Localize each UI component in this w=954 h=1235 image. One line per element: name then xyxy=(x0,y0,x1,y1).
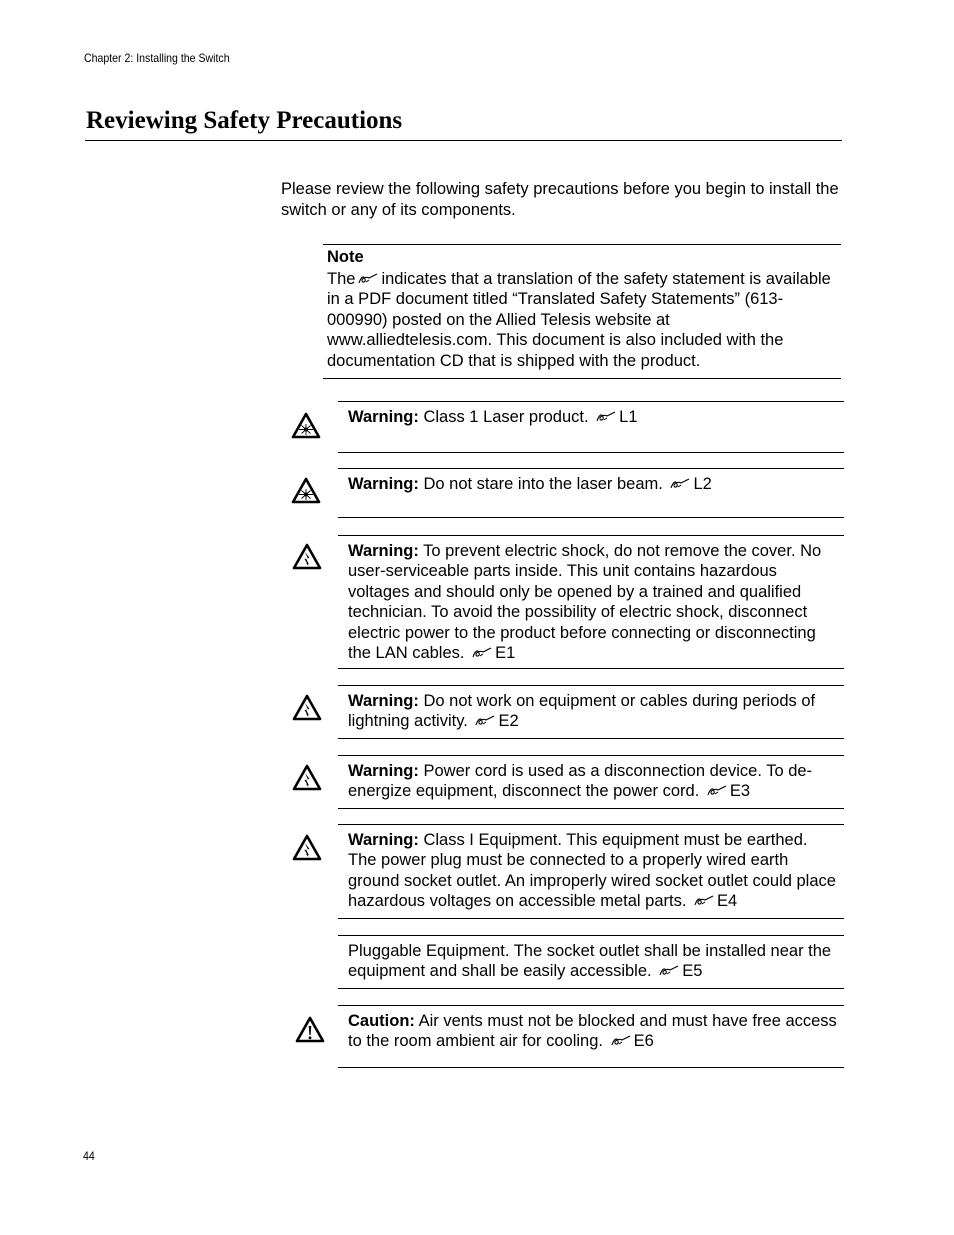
note-text-before: The xyxy=(327,270,356,288)
translated-statement-icon xyxy=(706,785,728,797)
warning-code: L1 xyxy=(619,408,638,426)
caution-box xyxy=(338,1005,844,1068)
warning-box xyxy=(338,824,844,919)
translated-statement-icon xyxy=(471,647,493,659)
electrical-hazard-icon xyxy=(292,694,322,722)
note-text-after: indicates that a translation of the safety statement is available in a PDF document titled “Translated Safety Statements” (613-000990) posted on the Allied Telesis website at www.alliedtelesis.com. This document is also included with the documentation CD that is shipped with the product. xyxy=(327,270,831,370)
translated-statement-icon xyxy=(474,715,496,727)
warning-text xyxy=(348,830,840,912)
electrical-hazard-icon xyxy=(292,543,322,571)
note-box xyxy=(323,244,841,379)
warning-body: Pluggable Equipment. The socket outlet shall be installed near the equipment and shall be easily accessible. xyxy=(348,942,832,981)
caution-body: Air vents must not be blocked and must have free access to the room ambient air for cooling. xyxy=(348,1012,837,1051)
title-rule xyxy=(85,140,842,141)
warning-lead: Warning: xyxy=(348,831,419,849)
warning-box xyxy=(338,685,844,739)
chapter-header: Chapter 2: Installing the Switch xyxy=(84,51,230,65)
caution-code: E6 xyxy=(633,1032,654,1051)
caution-lead: Caution: xyxy=(348,1012,415,1030)
warning-body: Class 1 Laser product. xyxy=(423,408,589,426)
warning-box xyxy=(338,935,844,989)
warning-lead: Warning: xyxy=(348,475,419,493)
page-number: 44 xyxy=(83,1149,95,1163)
warning-body: Do not work on equipment or cables during periods of lightning activity. xyxy=(348,692,816,731)
warning-body: Class I Equipment. This equipment must be earthed. The power plug must be connected to a properly wired earth ground socket outlet. An improperly wired socket outlet could place hazardous voltages on accessible metal parts. xyxy=(348,831,836,911)
warning-box xyxy=(338,755,844,809)
warning-body: Power cord is used as a disconnection device. To de-energize equipment, disconnect the power cord. xyxy=(348,762,813,801)
warning-code: E4 xyxy=(717,892,738,911)
warning-box xyxy=(338,468,844,518)
electrical-hazard-icon xyxy=(292,764,322,792)
warning-code: E2 xyxy=(498,712,519,731)
translated-statement-icon xyxy=(610,1035,632,1047)
warning-body: Do not stare into the laser beam. xyxy=(423,475,663,493)
translated-statement-icon xyxy=(595,411,617,423)
warning-lead: Warning: xyxy=(348,542,419,560)
warning-text xyxy=(348,407,840,427)
caution-icon xyxy=(295,1016,325,1044)
caution-text xyxy=(348,1011,840,1052)
laser-warning-icon xyxy=(291,412,321,440)
warning-body: To prevent electric shock, do not remove the cover. No user-serviceable parts inside. This unit contains hazardous voltages and should only be opened by a trained and qualified technician. To avoid the possibility of electric shock, disconnect electric power to the product before connecting or disconnecting the LAN cables. xyxy=(348,542,822,663)
warning-code: L2 xyxy=(693,475,712,493)
warning-code: E3 xyxy=(729,782,751,801)
warning-text xyxy=(348,761,840,802)
laser-warning-icon xyxy=(291,477,321,505)
translated-statement-icon xyxy=(658,965,680,977)
intro-paragraph: Please review the following safety precautions before you begin to install the switch or any of its components. xyxy=(281,180,839,219)
page-title: Reviewing Safety Precautions xyxy=(86,107,403,134)
note-text xyxy=(327,269,837,371)
electrical-hazard-icon xyxy=(292,834,322,862)
warning-lead: Warning: xyxy=(348,762,419,780)
translated-statement-icon xyxy=(669,478,691,490)
warning-text xyxy=(348,691,840,732)
warning-lead: Warning: xyxy=(348,692,419,710)
warning-text xyxy=(348,541,840,663)
warning-text xyxy=(348,941,840,982)
warning-box xyxy=(338,401,844,453)
translated-statement-icon xyxy=(693,895,715,907)
translated-statement-icon xyxy=(357,273,379,285)
warning-code: E1 xyxy=(495,644,516,663)
warning-code: E5 xyxy=(682,962,703,981)
warning-box xyxy=(338,535,844,669)
warning-lead: Warning: xyxy=(348,408,419,426)
note-label: Note xyxy=(327,248,364,266)
warning-text xyxy=(348,474,840,494)
